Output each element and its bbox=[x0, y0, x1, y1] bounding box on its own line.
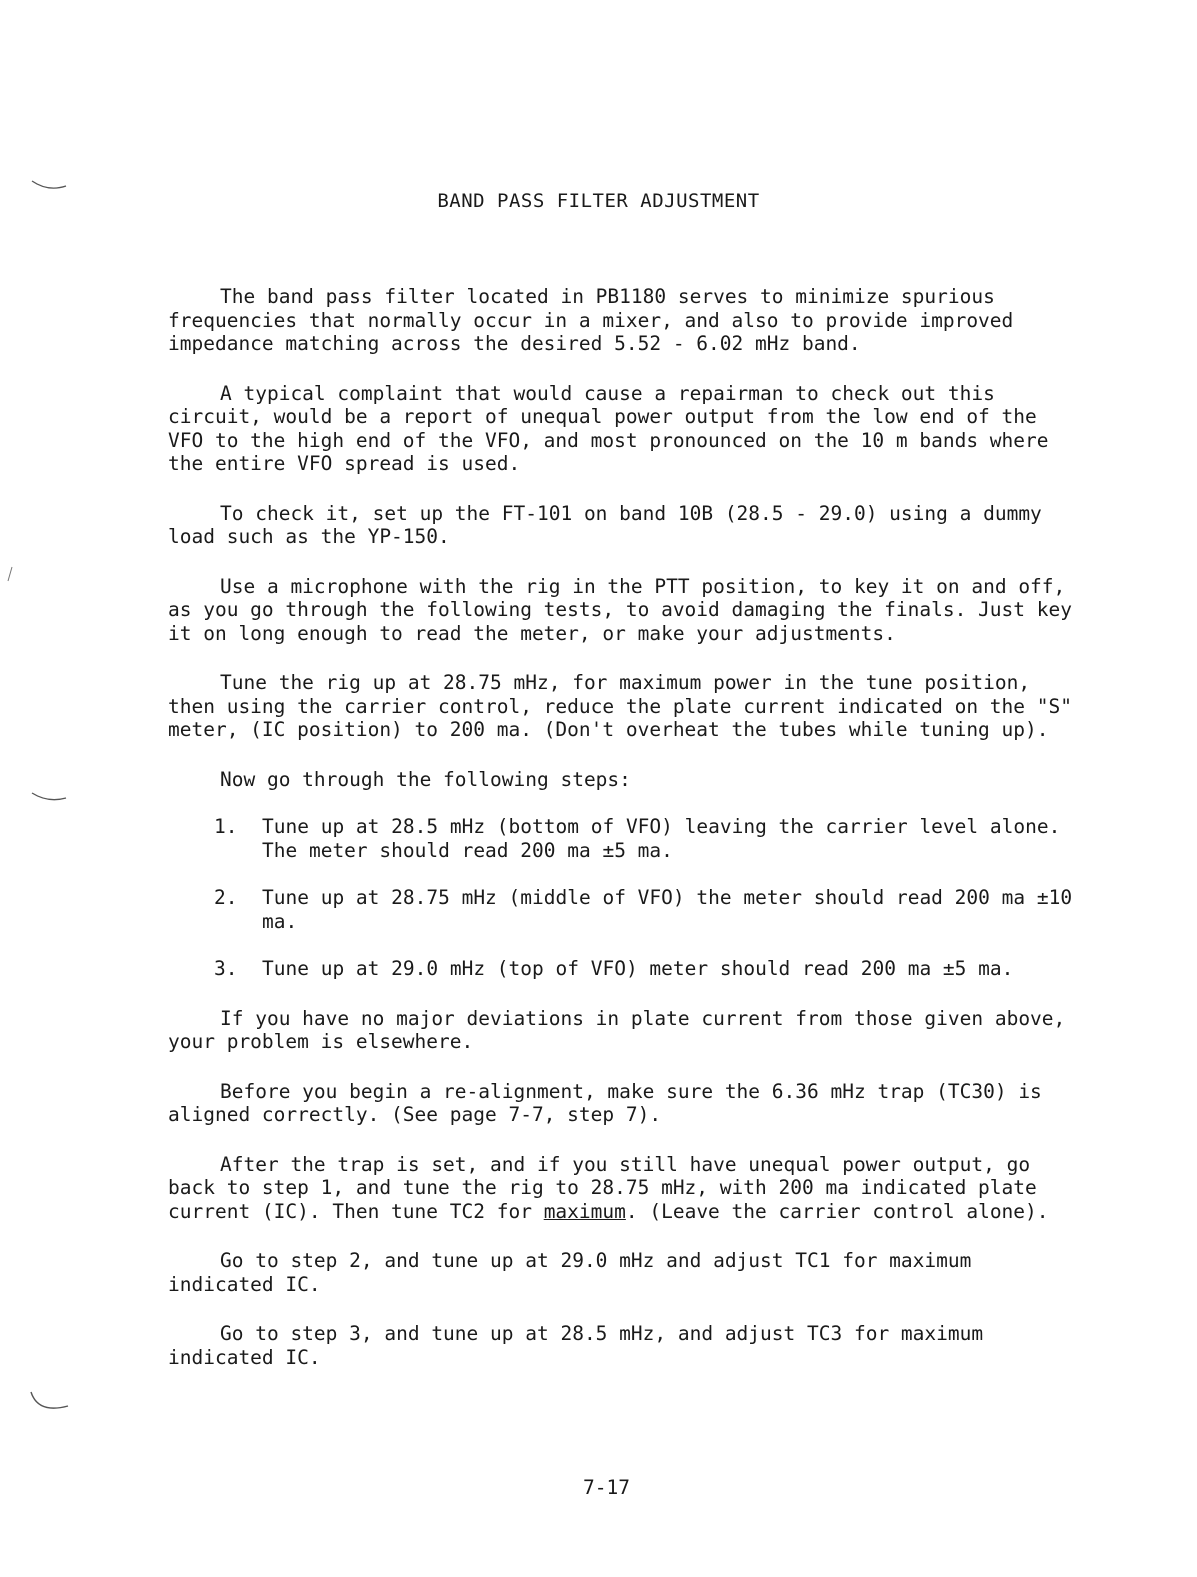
steps-list bbox=[168, 815, 1078, 981]
paragraph-trap-set bbox=[168, 1153, 1078, 1224]
step-text: Tune up at 28.5 mHz (bottom of VFO) leaving the carrier level alone. The meter should read 200 ma ±5 ma. bbox=[262, 815, 1061, 862]
scan-mark-bottom bbox=[28, 1390, 72, 1420]
step-number: 2. bbox=[214, 886, 238, 909]
paragraph-complaint: A typical complaint that would cause a repairman to check out this circuit, would be a report of unequal power output from the low end of the VFO to the high end of the VFO, and most pronounced on the 10 m bands where the entire VFO spread is used. bbox=[168, 381, 1049, 475]
step-number: 3. bbox=[214, 957, 238, 980]
step-item bbox=[168, 957, 1078, 981]
scan-mark-left-tick bbox=[5, 565, 15, 585]
page-title: BAND PASS FILTER ADJUSTMENT bbox=[437, 190, 760, 212]
trap-text-before: After the trap is set, and if you still have unequal power output, go back to step 1, and tune the rig to 28.75 mHz, with 200 ma indicated plate current (IC). Then tune TC2 for bbox=[168, 1152, 1037, 1223]
paragraph-no-deviation: If you have no major deviations in plate current from those given above, your problem is elsewhere. bbox=[168, 1006, 1066, 1053]
step-number: 1. bbox=[214, 815, 238, 838]
paragraph-setup: To check it, set up the FT-101 on band 10B (28.5 - 29.0) using a dummy load such as the YP-150. bbox=[168, 501, 1042, 548]
paragraph-tune: Tune the rig up at 28.75 mHz, for maximum power in the tune position, then using the carrier control, reduce the plate current indicated on the "S" meter, (IC position) to 200 ma. (Don't overheat the tubes while tuning up). bbox=[168, 671, 1072, 741]
step-item bbox=[168, 815, 1078, 862]
page-number: 7-17 bbox=[583, 1476, 630, 1499]
paragraph-step2-adjust: Go to step 2, and tune up at 29.0 mHz and adjust TC1 for maximum indicated IC. bbox=[168, 1249, 972, 1296]
paragraph-microphone: Use a microphone with the rig in the PTT position, to key it on and off, as you go through the following tests, to avoid damaging the finals. Just key it on long enough to read the meter, or make your adjustments. bbox=[168, 574, 1072, 645]
emphasis-maximum: maximum bbox=[543, 1199, 626, 1223]
scan-mark-middle bbox=[30, 790, 70, 804]
steps-intro: Now go through the following steps: bbox=[220, 767, 631, 791]
step-item bbox=[168, 886, 1078, 933]
step-text: Tune up at 29.0 mHz (top of VFO) meter should read 200 ma ±5 ma. bbox=[262, 957, 1014, 980]
paragraph-step3-adjust: Go to step 3, and tune up at 28.5 mHz, and adjust TC3 for maximum indicated IC. bbox=[168, 1322, 984, 1369]
paragraph-intro: The band pass filter located in PB1180 serves to minimize spurious frequencies that normally occur in a mixer, and also to provide improved impedance matching across the desired 5.52 - 6.02 mHz band. bbox=[168, 285, 1014, 355]
document-body bbox=[168, 285, 1078, 1395]
paragraph-trap-check: Before you begin a re-alignment, make sure the 6.36 mHz trap (TC30) is aligned correctly. (See page 7-7, step 7). bbox=[168, 1079, 1042, 1126]
trap-text-after: . (Leave the carrier control alone). bbox=[625, 1199, 1049, 1223]
step-text: Tune up at 28.75 mHz (middle of VFO) the meter should read 200 ma ±10 ma. bbox=[262, 886, 1073, 933]
